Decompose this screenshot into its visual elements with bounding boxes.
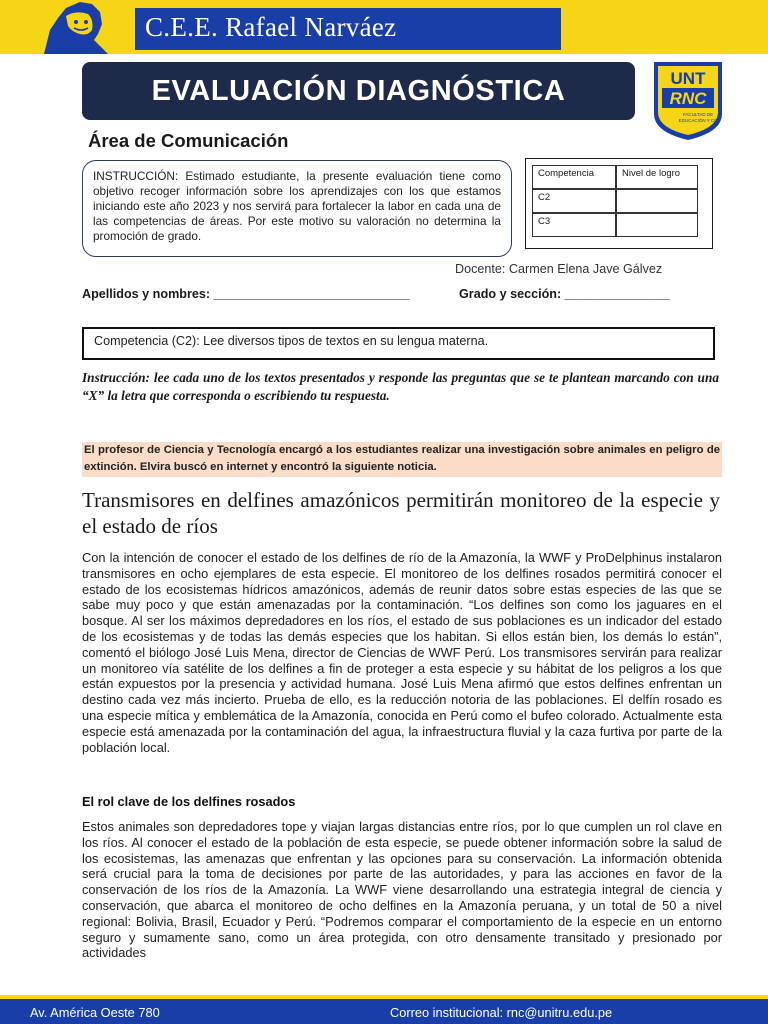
title-banner <box>82 62 635 120</box>
level-c2-cell[interactable] <box>616 189 698 213</box>
unt-rnc-logo <box>650 60 726 142</box>
area-title: Área de Comunicación <box>88 130 289 151</box>
svg-text:RNC: RNC <box>669 89 707 108</box>
table-row <box>532 189 723 213</box>
footer-bar <box>0 995 768 1024</box>
competency-table <box>525 158 713 249</box>
article-subheading: El rol clave de los delfines rosados <box>82 794 296 809</box>
teacher-name: Docente: Carmen Elena Jave Gálvez <box>455 262 663 276</box>
header-nivel: Nivel de logro <box>616 165 698 189</box>
footer-email: Correo institucional: rnc@unitru.edu.pe <box>390 1005 613 1020</box>
competency-c2-cell: C2 <box>532 189 616 213</box>
mascot-logo <box>36 0 136 54</box>
table-row <box>532 213 723 237</box>
level-c3-cell[interactable] <box>616 213 698 237</box>
header-competencia: Competencia <box>532 165 616 189</box>
school-name-banner <box>135 8 561 50</box>
article-paragraph-2: Estos animales son depredadores tope y viajan largas distancias entre ríos, por lo que cumplen un rol clave en los ríos. Al conocer el estado de la población de esta especie, se puede obtener información sobre la salud de los ecosistemas, las amenazas que enfrentan y las opciones para su conservación. La información obtenida será crucial para la toma de decisiones por parte de las autoridades, y para las acciones en favor de la conservación de los ríos de la Amazonía. La WWF viene desarrollando una estrategia integral de ciencia y conservación, que abarca el monitoreo de ocho delfines en la Amazonía peruana, y un total de 50 a nivel regional: Bolivia, Brasil, Ecuador y Perú. “Podremos comparar el comportamiento de la especie en un entorno seguro y sumamente sano, como un área protegida, con otro densamente transitado y presionado por actividades <box>82 819 722 961</box>
instruction-box <box>82 160 512 257</box>
competency-c2-box: Competencia (C2): Lee diversos tipos de textos en su lengua materna. <box>82 327 715 360</box>
svg-text:UNT: UNT <box>670 69 706 88</box>
article-paragraph-1: Con la intención de conocer el estado de los delfines de río de la Amazonía, la WWF y ProDelphinus instalaron transmisores en ocho ejemplares de esta especie. El monitoreo de los delfines rosados permitirá conocer el estado de los ecosistemas hídricos amazónicos, además de reunir datos sobre estas especies de las que se sabe muy poco y que están amenazadas por la contaminación. “Los delfines son como los jaguares en el bosque. Al ser los máximos depredadores en los ríos, el estado de sus poblaciones es un indicador del estado de los ecosistemas y de todas las demás especies que los habitan. Si ellos están bien, los demás lo están”, comentó el biólogo José Luis Mena, director de Ciencias de WWF Perú. Los transmisores servirán para realizar un monitoreo vía satélite de los delfines a fin de proteger a esta especie y su hábitat de los peligros a los que están expuestos por la presencia y actividad humana. José Luis Mena afirmó que estos delfines enfrentan un destino cada vez más incierto. Prueba de ello, es la reducción notoria de las poblaciones. El delfín rosado es una especie mítica y emblemática de la Amazonía, conocida en Perú como el bufeo colorado. Actualmente esta especie está amenazada por la contaminación del agua, la infraestructura fluvial y la caza furtiva por parte de la población local. <box>82 550 722 755</box>
school-name: C.E.E. Rafael Narváez <box>145 12 397 42</box>
footer-address: Av. América Oeste 780 <box>30 1005 160 1020</box>
competency-c3-cell: C3 <box>532 213 616 237</box>
grade-field[interactable]: Grado y sección: _______________ <box>459 287 670 301</box>
page-title: EVALUACIÓN DIAGNÓSTICA <box>151 75 566 107</box>
svg-text:EDUCACIÓN Y CC: EDUCACIÓN Y CC <box>678 118 718 123</box>
table-header-row <box>532 165 723 189</box>
reading-instruction: Instrucción: lee cada uno de los textos presentados y responde las preguntas que se te plantean marcando con una “X” la letra que corresponda o escribiendo tu respuesta. <box>82 370 719 403</box>
article-headline: Transmisores en delfines amazónicos permitirán monitoreo de la especie y el estado de ríos <box>82 488 720 538</box>
name-field[interactable]: Apellidos y nombres: ____________________________ <box>82 287 410 301</box>
svg-text:FACULTAD DE: FACULTAD DE <box>682 112 714 117</box>
context-note: El profesor de Ciencia y Tecnología encargó a los estudiantes realizar una investigación sobre animales en peligro de extinción. Elvira buscó en internet y encontró la siguiente noticia. <box>82 442 722 477</box>
instruction-text: INSTRUCCIÓN: Estimado estudiante, la presente evaluación tiene como objetivo recoger información sobre los aprendizajes con los que estamos iniciando este año 2023 y nos servirá para fortalecer la labor en cada una de las competencias de áreas. Por este motivo su valoración no determina la promoción de grado. <box>93 169 501 243</box>
